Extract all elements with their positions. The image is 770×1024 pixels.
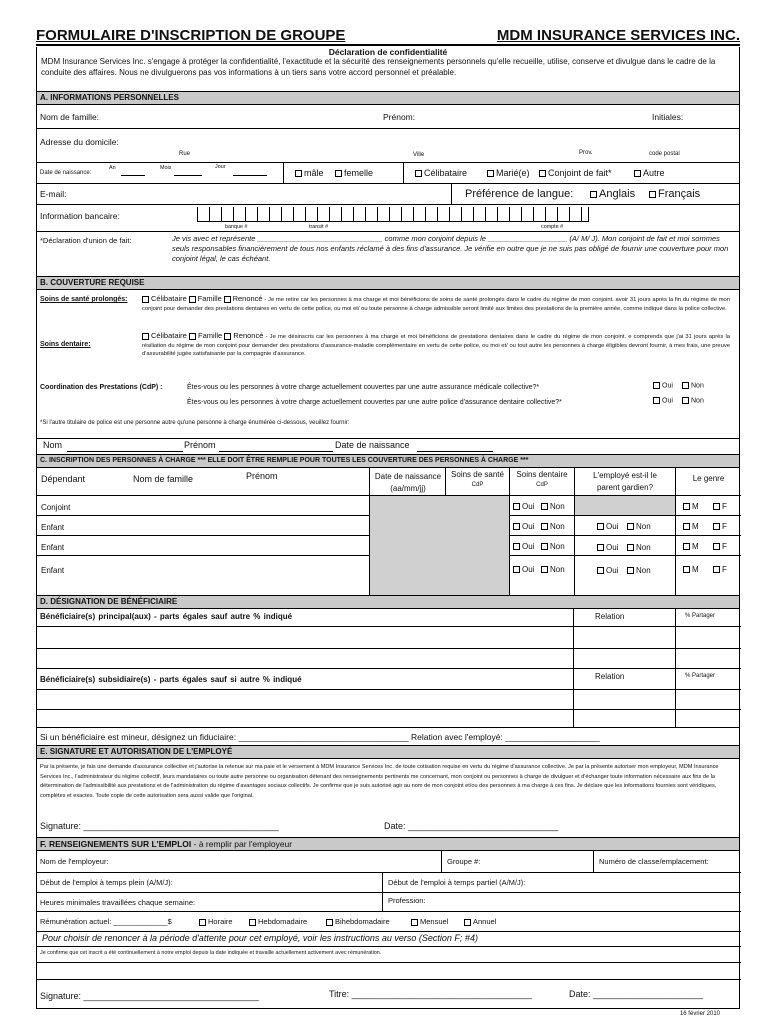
- authorization-text: Par la présente, je fais une demande d'assurance collective et j'autorise la retenue sur ma paie et le versement à MDM Insurance Services Inc. de toute cotisation requise en vertu du régime d'assurance collective. Je par la présente autoriser mon employeur, MDM Insurance Services Inc., l'administrateur du régime collectif, leurs mandataires ou toute autre personne ou organisation détenant des renseignements pertinents me concernant, mon conjoint ou personnes à charge de divulguer et d'échanger toute information nécessaire aux fins de la détermination de l'admissibilité aux prestations et de l'administration du régime d'avantages sociaux collectifs. Je confirme que je suis autorisé agir au nom de mon conjoint et/ou des personnes à ma charge à ces fins. Je déclare que les informations fournies sont véridiques, complètes et exactes. Toute copie de cette autorisation sera aussi valide que l'original.: [40, 764, 719, 799]
- bank-digit-boxes[interactable]: [197, 207, 589, 222]
- holder-dob[interactable]: Date de naissance: [335, 440, 410, 450]
- dob-line: [174, 175, 202, 176]
- gender-f[interactable]: F: [713, 502, 727, 511]
- health-waived[interactable]: Renoncé: [224, 294, 263, 303]
- province-label: Prov.: [579, 150, 593, 156]
- cob2-yes[interactable]: Oui: [653, 397, 673, 404]
- checkbox-icon: [713, 503, 720, 510]
- form-header: [36, 26, 740, 46]
- checkbox-icon: [189, 333, 196, 340]
- dental-waived[interactable]: Renoncé: [224, 331, 263, 340]
- address-row: [37, 128, 739, 162]
- address-field[interactable]: Adresse du domicile:: [40, 137, 119, 147]
- gender-m[interactable]: M: [683, 542, 699, 551]
- col-health: Soins de santé: [451, 470, 504, 479]
- primary-share: % Partager: [685, 613, 716, 619]
- section-a-title: A. INFORMATIONS PERSONNELLES: [37, 91, 739, 104]
- dependants-table: [37, 467, 739, 595]
- checkbox-icon: [513, 523, 520, 530]
- dob-line: [233, 175, 267, 176]
- group-number-field[interactable]: Groupe #:: [447, 857, 481, 866]
- dental-label: Soins dentaire:: [40, 341, 91, 348]
- cob-question-2: Êtes-vous ou les personnes à votre charge actuellement couvertes par une autre police d'assurance dentaire collective?*: [187, 399, 562, 406]
- checkbox-icon: [539, 170, 546, 177]
- dependant-row-label: Enfant: [41, 566, 65, 575]
- section-b-title: B. COUVERTURE REQUISE: [37, 276, 739, 289]
- transit-label: transit #: [309, 224, 329, 230]
- gender-m[interactable]: M: [683, 502, 699, 511]
- dependant-row-label: Enfant: [41, 543, 65, 552]
- form-page: [36, 26, 740, 1017]
- checkbox-icon: [335, 170, 342, 177]
- checkbox-icon: [142, 296, 149, 303]
- checkbox-icon: [189, 296, 196, 303]
- city-label: Ville: [413, 152, 425, 158]
- trustee-row: [37, 727, 739, 745]
- employer-name-field[interactable]: Nom de l'employeur:: [40, 857, 109, 866]
- checkbox-icon: [627, 544, 634, 551]
- col-dental: Soins dentaire: [516, 470, 568, 479]
- full-time-start-field[interactable]: Début de l'emploi à temps plein (A/M/J):: [40, 878, 173, 887]
- dob-line: [121, 175, 145, 176]
- checkbox-icon: [683, 503, 690, 510]
- checkbox-icon: [295, 170, 302, 177]
- checkbox-icon: [541, 543, 548, 550]
- health-text: - Je me retire car les personnes à ma charge et moi bénéficions de soins de santé prolongés dans le cadre du régime de mon conjoint. avoir 31 jours après la fin du régime de mon conjoint pour demander des prestations dentaires en vertu de cette police, ou moi et/ ou toute personne à charge admissible seront limité aux limites des prestations de la première année, comme indiqué dans la police collective.: [142, 297, 730, 312]
- checkbox-icon: [597, 567, 604, 574]
- contingent-share: % Partager: [685, 673, 716, 679]
- dependant-row-label: Enfant: [41, 523, 65, 532]
- col-custodial: L'employé est-il le parent gardien?: [593, 471, 657, 492]
- cob-question-1: Êtes-vous ou les personnes à votre charge actuellement couvertes par une autre assurance médicale collective?*: [187, 384, 540, 391]
- health-label: Soins de santé prolongés:: [40, 296, 128, 303]
- gender-f[interactable]: F: [713, 522, 727, 531]
- salary-field[interactable]: Rémunération actuel: _____________$: [40, 917, 172, 926]
- col-last-name: Nom de famille: [133, 474, 194, 484]
- checkbox-icon: [683, 566, 690, 573]
- dob-day[interactable]: Jour: [215, 164, 226, 170]
- col-dependant: Dépendant: [41, 474, 86, 484]
- dob-year[interactable]: An: [109, 165, 116, 171]
- dental-no[interactable]: Non: [541, 522, 565, 531]
- checkbox-icon: [713, 566, 720, 573]
- trustee-text[interactable]: Si un bénéficiaire est mineur, désignez un fiduciaire: ____________________________________ Relation avec l'employé: ____________________: [40, 731, 600, 742]
- profession-field[interactable]: Profession:: [388, 896, 426, 905]
- employer-date[interactable]: Date: ______________________: [569, 989, 704, 999]
- class-number-field[interactable]: Numéro de classe/emplacement:: [599, 857, 709, 866]
- custodial-yes[interactable]: Oui: [597, 566, 618, 575]
- custodial-no[interactable]: Non: [627, 566, 651, 575]
- gender-m[interactable]: M: [683, 565, 699, 574]
- checkbox-icon: [653, 397, 660, 404]
- dental-family[interactable]: Famille: [189, 331, 222, 340]
- holder-dob-line: [417, 440, 493, 452]
- checkbox-icon: [541, 566, 548, 573]
- union-label: *Déclaration d'union de fait:: [40, 236, 132, 245]
- checkbox-icon: [713, 543, 720, 550]
- primary-relation: Relation: [595, 612, 625, 621]
- dental-no[interactable]: Non: [541, 502, 565, 511]
- custodial-yes[interactable]: Oui: [597, 522, 618, 531]
- checkbox-icon: [649, 191, 656, 198]
- checkbox-icon: [249, 919, 256, 926]
- section-f-subtitle: - à remplir par l'employeur: [193, 839, 293, 849]
- holder-name-line: [67, 440, 183, 452]
- custodial-no[interactable]: Non: [627, 522, 651, 531]
- privacy-block: [37, 47, 739, 91]
- account-label: compte #: [541, 224, 564, 230]
- section-c-title: C. INSCRIPTION DES PERSONNES À CHARGE *** ELLE DOIT ÊTRE REMPLIE POUR TOUTES LES COUVERTURE DES PERSONNES À CHARGE ***: [37, 454, 739, 467]
- divider: [403, 163, 404, 183]
- health-single[interactable]: Célibataire: [142, 294, 187, 303]
- health-text-block: [142, 295, 730, 313]
- checkbox-icon: [682, 397, 689, 404]
- other-holder-row: [37, 438, 739, 454]
- checkbox-icon: [682, 382, 689, 389]
- gender-f[interactable]: F: [713, 542, 727, 551]
- pay-hourly[interactable]: Horaire: [199, 917, 233, 926]
- form-title: FORMULAIRE D'INSCRIPTION DE GROUPE: [36, 27, 346, 44]
- checkbox-icon: [683, 543, 690, 550]
- col-dental-cdp: CdP: [536, 482, 548, 488]
- email-row: [37, 183, 739, 204]
- checkbox-icon: [634, 170, 641, 177]
- checkbox-icon: [590, 191, 597, 198]
- dental-text: - Je me désinscris car les personnes à ma charge et moi bénéficions de prestations dentaires dans le cadre du régime de mon conjoint. e comprends que j'ai 31 jours après la résiliation du régime de mon conjoint pour demander des prestations d'assurance-maladie complémentaire en vertu de cette police, ou moi et/ ou tout autre les personnes à charge éligibles devront fournir, à mes frais, une preuve d'assurabilité jugée satisfaisante par la compagnie d'assurance.: [142, 334, 730, 358]
- col-health-cdp: CdP: [471, 482, 484, 488]
- last-name-field[interactable]: Nom de famille:: [40, 111, 100, 122]
- col-first-name: Prénom: [246, 471, 278, 481]
- holder-name[interactable]: Nom: [43, 440, 63, 450]
- checkbox-icon: [713, 523, 720, 530]
- checkbox-icon: [487, 170, 494, 177]
- bank-label: banque #: [225, 224, 248, 230]
- dob-month[interactable]: Mois: [160, 165, 172, 171]
- initials-field[interactable]: Initiales:: [652, 111, 684, 122]
- contingent-beneficiary-label: Bénéficiaire(s) subsidiaire(s) - parts égales sauf si autre % indiqué: [40, 675, 302, 684]
- bank-row: [37, 204, 739, 231]
- employer-title[interactable]: Titre: ____________________________________: [329, 989, 532, 999]
- pay-annual[interactable]: Annuel: [464, 917, 496, 926]
- email-field[interactable]: E-mail:: [40, 189, 67, 199]
- waiting-period-note: Pour choisir de renoncer à la période d'attente pour cet employé, voir les instructions au verso (Section F; #4): [42, 933, 478, 943]
- checkbox-icon: [224, 296, 231, 303]
- part-time-start-field[interactable]: Début de l'emploi à temps partiel (A/M/J):: [388, 878, 526, 887]
- checkbox-icon: [683, 523, 690, 530]
- status-common-law[interactable]: Conjoint de fait*: [539, 168, 612, 178]
- revision-date: 16 février 2010: [679, 1011, 720, 1017]
- privacy-text: MDM Insurance Services Inc. s'engage à protéger la confidentialité, l'exactitude et la sécurité des renseignements personnels qu'elle recueille, utilise, conserve et divulgue dans le cadre de la conduite des affaires. Nous ne divulguerons pas vos informations à un tiers sans votre accord personnel et préalable.: [41, 57, 716, 77]
- signature-block: [37, 758, 739, 837]
- checkbox-icon: [541, 523, 548, 530]
- section-e-title: E. SIGNATURE ET AUTORISATION DE L'EMPLOYÉ: [37, 745, 739, 758]
- contingent-relation: Relation: [595, 672, 625, 681]
- status-other[interactable]: Autre: [634, 168, 665, 178]
- holder-first-line: [219, 440, 333, 452]
- cob-label: Coordination des Prestations (CdP) :: [40, 384, 163, 391]
- beneficiary-table: [37, 608, 739, 727]
- checkbox-icon: [597, 544, 604, 551]
- primary-beneficiary-label: Bénéficiaire(s) principal(aux) - parts égales sauf autre % indiqué: [40, 612, 293, 621]
- company-name: MDM INSURANCE SERVICES INC.: [496, 27, 740, 44]
- checkbox-icon: [541, 503, 548, 510]
- section-f-heading: F. RENSEIGNEMENTS SUR L'EMPLOI: [40, 839, 192, 849]
- dental-yes[interactable]: Oui: [513, 522, 534, 531]
- pay-monthly[interactable]: Mensuel: [411, 917, 448, 926]
- cob1-yes[interactable]: Oui: [653, 382, 673, 389]
- language-label: Préférence de langue:: [465, 188, 574, 200]
- section-f-title: [37, 837, 739, 850]
- checkbox-icon: [627, 567, 634, 574]
- status-single[interactable]: Célibataire: [415, 168, 467, 178]
- dental-yes[interactable]: Oui: [513, 502, 534, 511]
- bank-field: Information bancaire:: [40, 211, 120, 221]
- dental-yes[interactable]: Oui: [513, 565, 534, 574]
- checkbox-icon: [597, 523, 604, 530]
- min-hours-field[interactable]: Heures minimales travaillées chaque semaine:: [40, 898, 196, 907]
- union-text: Je vis avec et représente ______________________________ comme mon conjoint depuis le ___________________ (A/ M/ J). Mon conjoint de fait et moi sommes seuls responsables financièrement de tous nos enfants réclamé à des fins d'assurance. Je vérifie en outre que je ne suis pas obligé de fournir une couverture pour mon conjoint légal, le cas échéant.: [172, 234, 729, 263]
- checkbox-icon: [411, 919, 418, 926]
- checkbox-icon: [199, 919, 206, 926]
- checkbox-icon: [224, 333, 231, 340]
- employment-block: [37, 850, 739, 1008]
- union-row: [37, 231, 739, 276]
- lang-french[interactable]: Français: [649, 188, 700, 200]
- checkbox-icon: [653, 382, 660, 389]
- divider: [451, 184, 452, 204]
- dob-label: Date de naissance:: [40, 170, 92, 176]
- cob2-no[interactable]: Non: [682, 397, 704, 404]
- checkbox-icon: [464, 919, 471, 926]
- dependant-row-label: Conjoint: [41, 503, 71, 512]
- pay-biweekly[interactable]: Bihebdomadaire: [326, 917, 390, 926]
- lang-english[interactable]: Anglais: [590, 188, 635, 200]
- custodial-yes[interactable]: Oui: [597, 543, 618, 552]
- gender-m[interactable]: M: [683, 522, 699, 531]
- checkbox-icon: [415, 170, 422, 177]
- employer-confirmation: Je confirme que cet inscrit a été continuellement à notre emploi depuis la date indiquée et travaille actuellement activement avec rémunération.: [40, 950, 382, 956]
- postal-label: code postal: [649, 151, 680, 157]
- col-gender: Le genre: [692, 474, 725, 483]
- checkbox-icon: [326, 919, 333, 926]
- checkbox-icon: [513, 503, 520, 510]
- status-married[interactable]: Marié(e): [487, 168, 530, 178]
- name-row: [37, 104, 739, 128]
- section-d-title: D. DÉSIGNATION DE BÉNÉFICIAIRE: [37, 595, 739, 608]
- checkbox-icon: [513, 566, 520, 573]
- holder-first-name[interactable]: Prénom: [184, 440, 216, 450]
- gender-female[interactable]: femelle: [335, 168, 373, 178]
- col-dob: Date de naissance (aa/mm/jj): [374, 472, 442, 493]
- dental-no[interactable]: Non: [541, 565, 565, 574]
- dental-text-block: [142, 332, 730, 359]
- dental-yes[interactable]: Oui: [513, 542, 534, 551]
- dental-no[interactable]: Non: [541, 542, 565, 551]
- custodial-no[interactable]: Non: [627, 543, 651, 552]
- employer-signature[interactable]: Signature: ___________________________________: [40, 991, 259, 1001]
- checkbox-icon: [513, 543, 520, 550]
- employee-signature[interactable]: Signature: _______________________________________: [40, 821, 279, 831]
- employee-signature-date[interactable]: Date: ______________________________: [384, 821, 559, 831]
- privacy-title: Déclaration de confidentialité: [328, 47, 448, 57]
- dob-row: [37, 162, 739, 183]
- checkbox-icon: [627, 523, 634, 530]
- street-label: Rue: [179, 151, 191, 157]
- cob-note: *Si l'autre titulaire de police est une personne autre qu'une personne à charge énumérée ci-dessous, veuillez fournir:: [40, 420, 350, 426]
- gender-f[interactable]: F: [713, 565, 727, 574]
- coverage-block: [37, 289, 739, 438]
- dental-single[interactable]: Célibataire: [142, 331, 187, 340]
- form-body: [36, 47, 740, 1009]
- gender-male[interactable]: mâle: [295, 168, 324, 178]
- divider: [283, 163, 284, 183]
- checkbox-icon: [142, 333, 149, 340]
- health-family[interactable]: Famille: [189, 294, 222, 303]
- first-name-field[interactable]: Prénom:: [383, 111, 416, 122]
- pay-weekly[interactable]: Hebdomadaire: [249, 917, 307, 926]
- cob1-no[interactable]: Non: [682, 382, 704, 389]
